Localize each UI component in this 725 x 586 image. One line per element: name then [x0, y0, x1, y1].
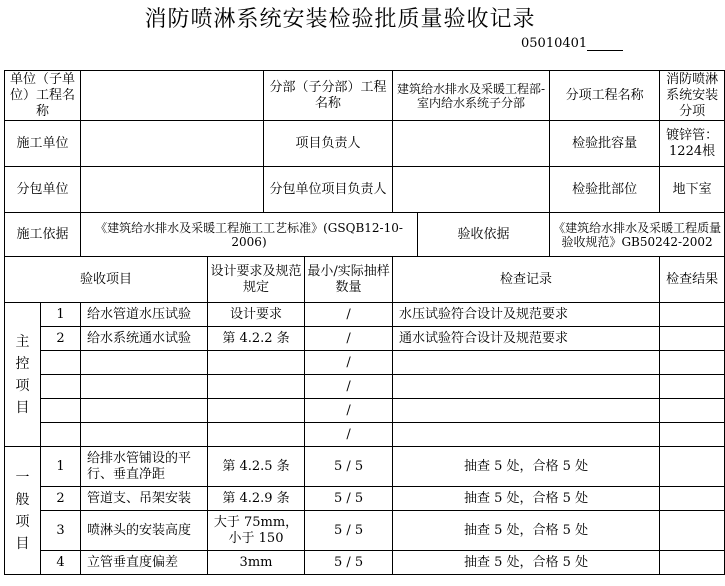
row-result	[660, 511, 725, 551]
row-item: 给排水管铺设的平行、垂直净距	[81, 447, 208, 487]
row-sample: 5 / 5	[305, 511, 393, 551]
basis-label: 施工依据	[5, 213, 81, 257]
general-row	[5, 487, 725, 511]
row-record	[393, 399, 660, 423]
row-result	[660, 375, 725, 399]
row-item: 喷淋头的安装高度	[81, 511, 208, 551]
sub-pm-value	[393, 167, 550, 213]
item-label: 分项工程名称	[550, 71, 660, 121]
row-spec: 第 4.2.2 条	[208, 327, 305, 351]
row-result	[660, 327, 725, 351]
sub-label: 分包单位	[5, 167, 81, 213]
column-header-row	[5, 257, 725, 303]
row-result	[660, 487, 725, 511]
main-label-char: 项	[15, 377, 30, 394]
accept-basis-value: 《建筑给水排水及采暖工程质量验收规范》GB50242-2002	[550, 213, 725, 257]
general-label-char: 项	[15, 513, 30, 530]
sub-value	[81, 167, 264, 213]
row-record: 水压试验符合设计及规范要求	[393, 303, 660, 327]
col-spec: 设计要求及规范规定	[208, 257, 305, 303]
basis-value: 《建筑给水排水及采暖工程施工工艺标准》(GSQB12-10-2006)	[81, 213, 418, 257]
row-item: 给水系统通水试验	[81, 327, 208, 351]
constructor-value	[81, 121, 264, 167]
row-sample: 5 / 5	[305, 447, 393, 487]
sub-pm-label: 分包单位项目负责人	[264, 167, 393, 213]
main-control-label	[5, 303, 41, 447]
col-record: 检查记录	[393, 257, 660, 303]
row-sample: /	[305, 423, 393, 447]
general-label-char: 一	[15, 469, 30, 486]
unit-value	[81, 71, 264, 121]
row-result	[660, 447, 725, 487]
accept-basis-label: 验收依据	[418, 213, 550, 257]
row-no: 3	[41, 511, 81, 551]
header-row-1	[5, 71, 725, 121]
main-row	[5, 423, 725, 447]
main-row	[5, 303, 725, 327]
row-result	[660, 303, 725, 327]
pm-label: 项目负责人	[264, 121, 393, 167]
row-no	[41, 423, 81, 447]
row-record: 抽查 5 处，合格 5 处	[393, 551, 660, 575]
row-item	[81, 399, 208, 423]
main-row	[5, 399, 725, 423]
row-no	[41, 375, 81, 399]
page-title: 消防喷淋系统安装检验批质量验收记录	[144, 7, 536, 32]
capacity-label: 检验批容量	[550, 121, 660, 167]
row-no: 1	[41, 303, 81, 327]
general-label-char: 般	[15, 491, 30, 508]
row-sample: /	[305, 399, 393, 423]
main-row	[5, 351, 725, 375]
subdept-value: 建筑给水排水及采暖工程部-室内给水系统子分部	[393, 71, 550, 121]
row-sample: /	[305, 303, 393, 327]
row-sample: /	[305, 375, 393, 399]
row-record	[393, 375, 660, 399]
row-item	[81, 375, 208, 399]
record-code	[521, 36, 623, 51]
col-item: 验收项目	[5, 257, 208, 303]
location-label: 检验批部位	[550, 167, 660, 213]
main-label-char: 主	[15, 333, 30, 350]
row-item: 管道支、吊架安装	[81, 487, 208, 511]
header-row-4	[5, 213, 725, 257]
row-record: 抽查 5 处，合格 5 处	[393, 447, 660, 487]
pm-value	[393, 121, 550, 167]
item-value: 消防喷淋系统安装分项	[660, 71, 725, 121]
row-record	[393, 351, 660, 375]
row-no: 1	[41, 447, 81, 487]
row-spec	[208, 423, 305, 447]
header-row-2	[5, 121, 725, 167]
row-sample: /	[305, 327, 393, 351]
general-label-char: 目	[15, 535, 30, 552]
col-result: 检查结果	[660, 257, 725, 303]
row-item	[81, 423, 208, 447]
row-spec: 第 4.2.9 条	[208, 487, 305, 511]
row-record: 通水试验符合设计及规范要求	[393, 327, 660, 351]
row-item: 给水管道水压试验	[81, 303, 208, 327]
general-row	[5, 551, 725, 575]
row-result	[660, 551, 725, 575]
row-item: 立管垂直度偏差	[81, 551, 208, 575]
row-sample: /	[305, 351, 393, 375]
inspection-table	[4, 70, 725, 575]
general-row	[5, 511, 725, 551]
location-value: 地下室	[660, 167, 725, 213]
row-no	[41, 351, 81, 375]
row-record: 抽查 5 处，合格 5 处	[393, 511, 660, 551]
subdept-label: 分部（子分部）工程名称	[264, 71, 393, 121]
row-spec: 大于 75mm，小于 150	[208, 511, 305, 551]
row-record	[393, 423, 660, 447]
row-result	[660, 399, 725, 423]
row-spec	[208, 375, 305, 399]
row-no: 2	[41, 327, 81, 351]
row-result	[660, 351, 725, 375]
row-spec: 第 4.2.5 条	[208, 447, 305, 487]
row-record: 抽查 5 处，合格 5 处	[393, 487, 660, 511]
row-sample: 5 / 5	[305, 551, 393, 575]
unit-label: 单位（子单位）工程名称	[5, 71, 81, 121]
capacity-value: 镀锌管：1224根	[660, 121, 725, 167]
row-no	[41, 399, 81, 423]
row-spec	[208, 351, 305, 375]
code-underline	[587, 38, 623, 51]
general-item-label	[5, 447, 41, 575]
col-sample: 最小/实际抽样数量	[305, 257, 393, 303]
row-no: 4	[41, 551, 81, 575]
main-label-char: 控	[15, 355, 30, 372]
row-spec: 设计要求	[208, 303, 305, 327]
main-label-char: 目	[15, 399, 30, 416]
main-row	[5, 327, 725, 351]
header-row-3	[5, 167, 725, 213]
row-spec	[208, 399, 305, 423]
row-result	[660, 423, 725, 447]
constructor-label: 施工单位	[5, 121, 81, 167]
row-no: 2	[41, 487, 81, 511]
main-row	[5, 375, 725, 399]
row-sample: 5 / 5	[305, 487, 393, 511]
row-item	[81, 351, 208, 375]
general-row	[5, 447, 725, 487]
record-code-value: 05010401	[521, 36, 588, 51]
row-spec: 3mm	[208, 551, 305, 575]
